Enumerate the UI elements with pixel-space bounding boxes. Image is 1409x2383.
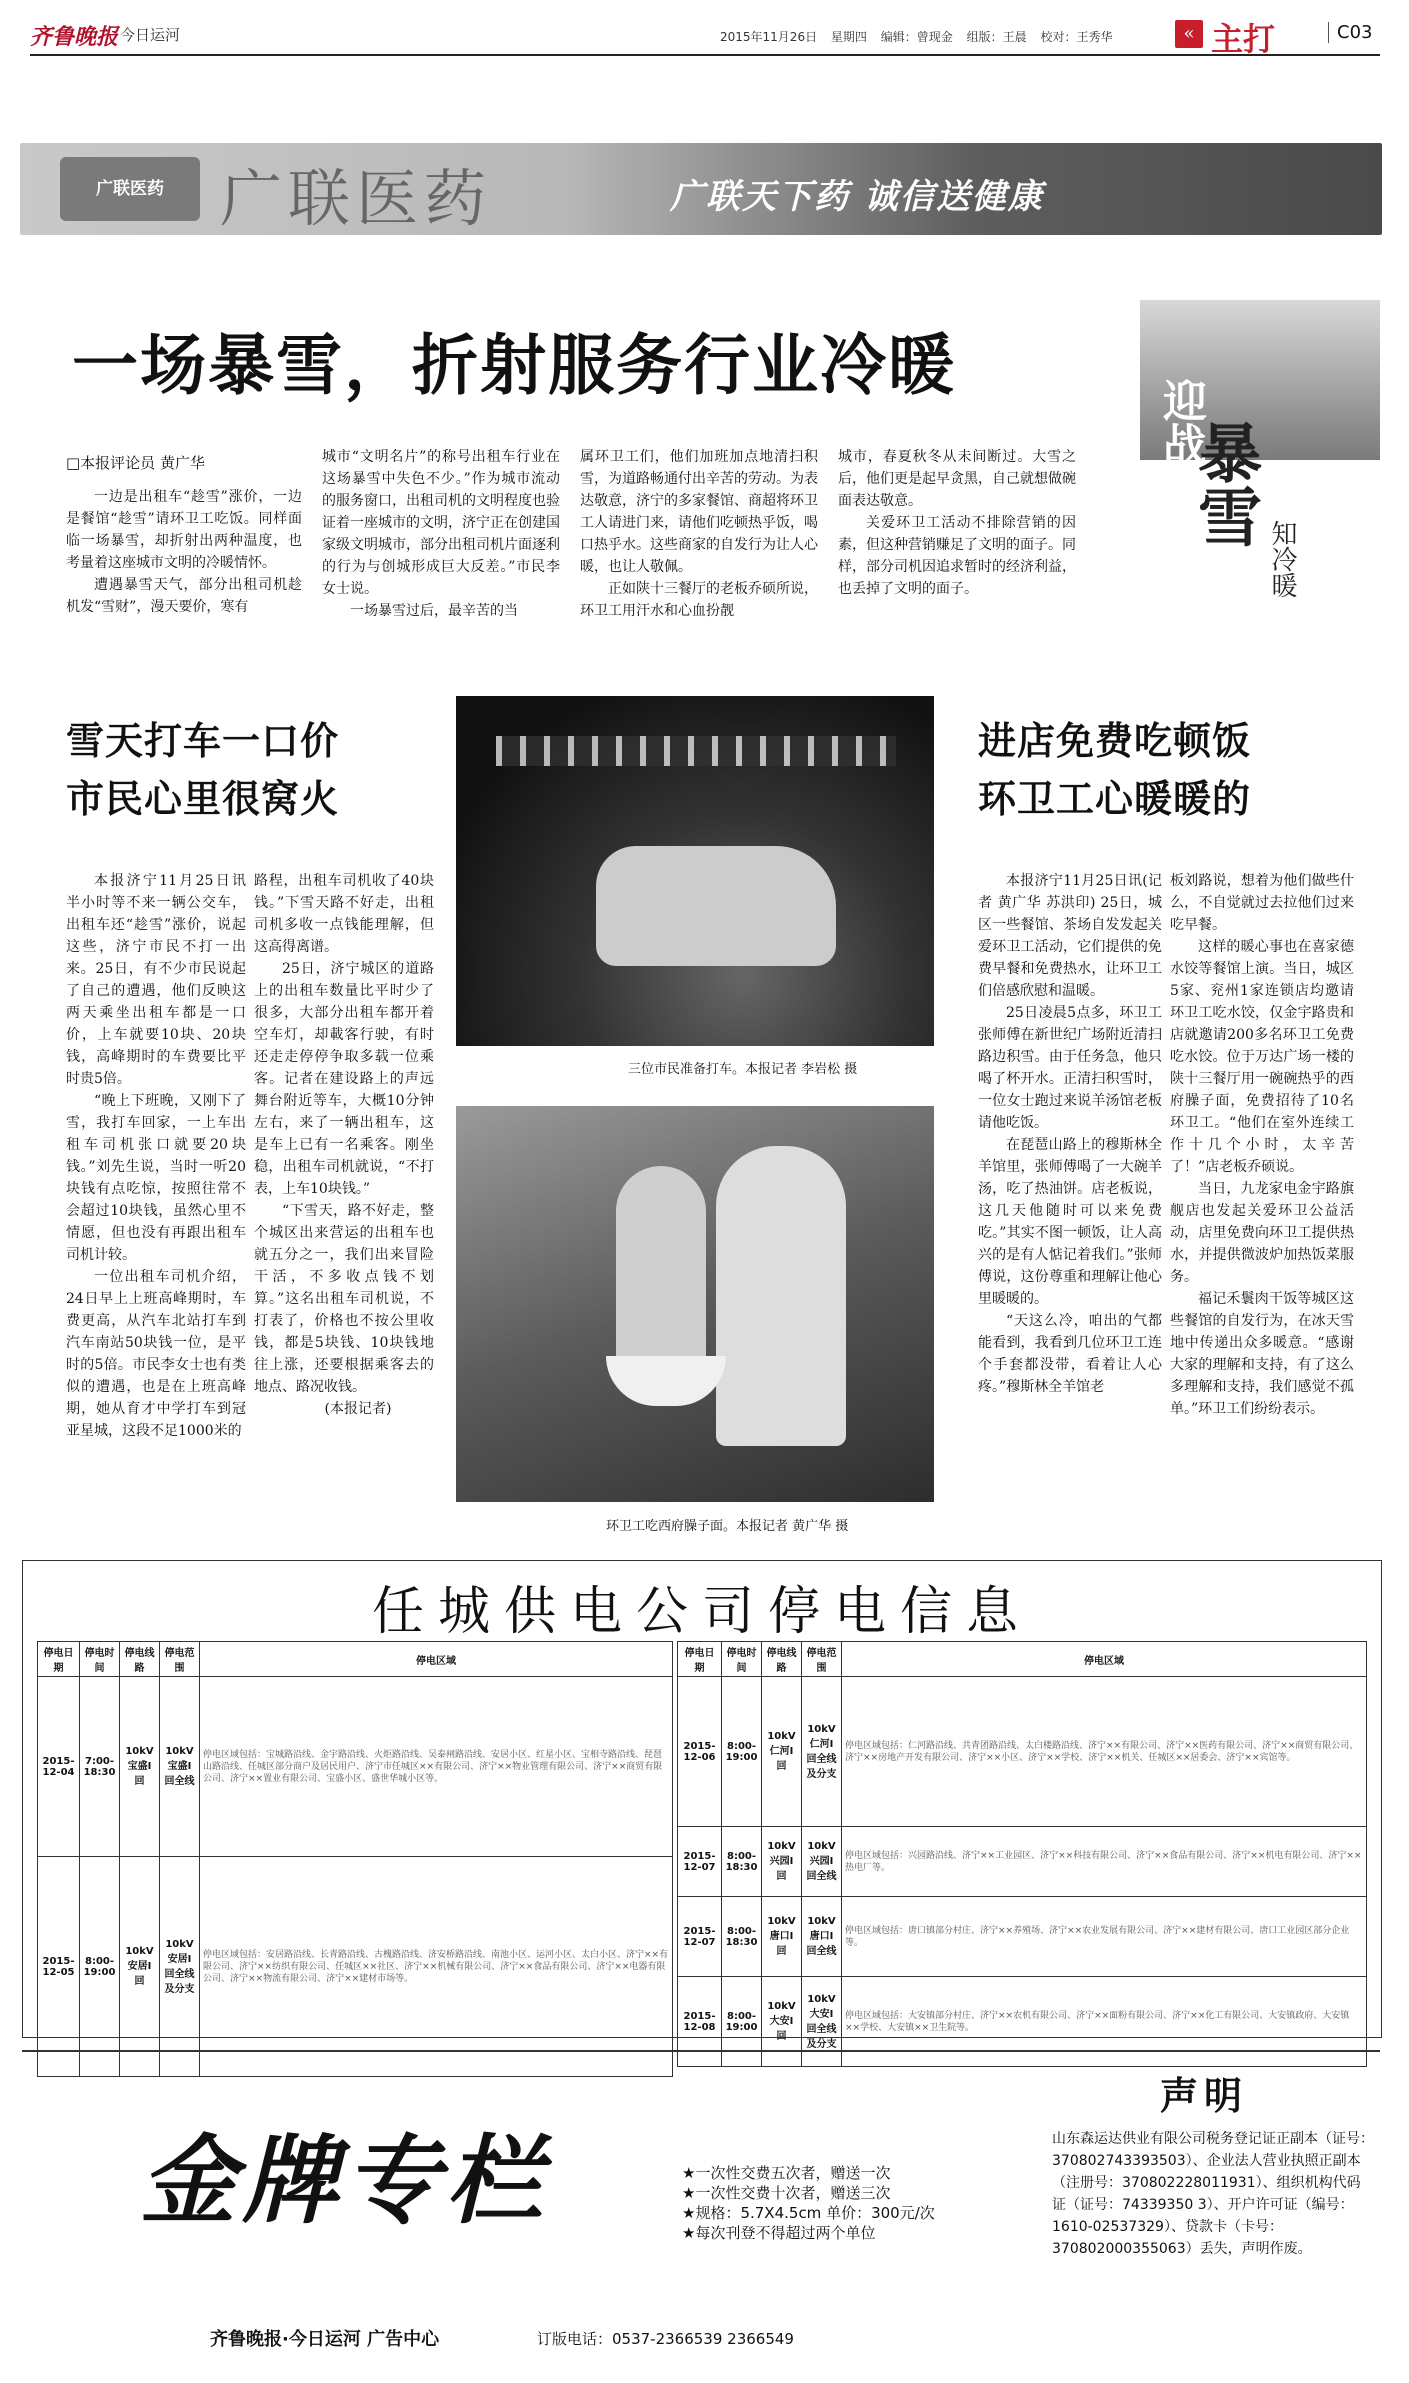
outage-line: 10kV仁河Ⅰ回: [762, 1677, 802, 1827]
table-row: [678, 1827, 1367, 1897]
paragraph: 城市“文明名片”的称号出租车行业在这场暴雪中失色不少。”作为城市流动的服务窗口，出租司机的文明程度也验证着一座城市的文明，济宁正在创建国家级文明城市，部分出租司机片面逐利的行为与创城形成巨大反差。”市民李女士说。: [322, 449, 560, 597]
paragraph: 一边是出租车“趁雪”涨价，一边是餐馆“趁雪”请环卫工吃饭。同样面临一场暴雪，却折射出两种温度，也考量着这座城市文明的冷暖情怀。: [66, 489, 302, 571]
paragraph: 城市，春夏秋冬从未间断过。大雪之后，他们更是起早贪黑，自己就想做碗面表达敬意。: [838, 449, 1076, 509]
outage-date: 2015-12-06: [678, 1677, 722, 1827]
rule-item: ★ 每次刊登不得超过两个单位: [682, 2223, 935, 2243]
paragraph: 25日凌晨5点多，环卫工张师傅在新世纪广场附近清扫路边积雪。由于任务急，他只喝了杯开水。正清扫积雪时，一位女士跑过来说羊汤馆老板请他吃饭。: [978, 1005, 1162, 1131]
outage-line: 10kV宝盛Ⅰ回: [120, 1677, 160, 1857]
commentary-byline: □本报评论员 黄广华: [66, 454, 205, 472]
sanitation-workers-meal-photo: [456, 1106, 934, 1502]
story1-title: [66, 712, 339, 828]
gold-column-title: 金牌专栏: [140, 2124, 548, 2237]
column-header: 停电时间: [722, 1642, 762, 1677]
sidebar-title-3: 知冷暖: [1267, 520, 1297, 598]
story1-col-1: [66, 870, 246, 1442]
outage-area: 停电区域包括：仁河路沿线、共青团路沿线、太白楼路沿线、济宁××有限公司、济宁××医药有限公司、济宁××商贸有限公司、济宁××房地产开发有限公司、济宁××小区、济宁××学校、济宁××机关、任城区××居委会、济宁××宾馆等。: [842, 1677, 1367, 1827]
worker-figure: [716, 1146, 846, 1446]
paragraph: 一位出租车司机介绍，24日早上上班高峰期时，车费更高，从汽车北站打车到汽车南站50块钱一位，是平时的5倍。市民李女士也有类似的遭遇，也是在上班高峰期，她从育才中学打车到冠亚星城，这段不足1000米的: [66, 1269, 246, 1439]
section-tag: [1175, 14, 1345, 58]
issue-date: 2015年11月26日: [720, 30, 818, 44]
outage-title: 任城供电公司停电信息: [371, 1582, 1032, 1642]
story2-col-1: [978, 870, 1162, 1398]
outage-table-left: [37, 1641, 673, 2077]
outage-area: 停电区域包括：宝城路沿线、金宇路沿线、火炬路沿线、吴泰闸路沿线、安居小区、红星小区、宝相寺路沿线、琵琶山路沿线、任城区部分商户及居民用户、济宁市任城区××有限公司、济宁××物业管理有限公司、济宁××商贸有限公司、济宁××置业有限公司、宝盛小区、盛世华城小区等。: [200, 1677, 673, 1857]
table-row: [678, 1677, 1367, 1827]
outage-range: 10kV大安Ⅰ回全线及分支: [802, 1977, 842, 2067]
outage-date: 2015-12-05: [38, 1857, 80, 2077]
sidebar-title-1: 迎战: [1155, 378, 1206, 466]
outage-line: 10kV安居Ⅰ回: [120, 1857, 160, 2077]
taxi-night-photo: [456, 696, 934, 1046]
section-label: 主打: [1211, 20, 1276, 58]
double-chevron-icon: «: [1175, 20, 1203, 48]
outage-time: 8:00-19:00: [722, 1977, 762, 2067]
outage-range: 10kV仁河Ⅰ回全线及分支: [802, 1677, 842, 1827]
divider: [22, 2050, 1380, 2052]
outage-range: 10kV宝盛Ⅰ回全线: [160, 1677, 200, 1857]
paragraph: 福记禾鬟肉干饭等城区这些餐馆的自发行为，在冰天雪地中传递出众多暖意。“感谢大家的理解和支持，有了这么多理解和支持，我们感觉不孤单。”环卫工们纷纷表示。: [1170, 1291, 1354, 1417]
outage-table-right: [677, 1641, 1367, 2067]
paragraph: 板刘路说，想着为他们做些什么，不自觉就过去拉他们过来吃早餐。: [1170, 873, 1354, 933]
ad-center-name: 齐鲁晚报·今日运河 广告中心: [210, 2329, 440, 2350]
paragraph: 一场暴雪过后，最辛苦的当: [350, 603, 518, 619]
commentary-col-1: [66, 486, 302, 618]
main-headline: 一场暴雪，折射服务行业冷暖: [72, 327, 956, 404]
rule-item: ★ 一次性交费五次者，赠送一次: [682, 2163, 935, 2183]
brand-slogan: 广联天下药 诚信送健康: [670, 177, 1044, 217]
paragraph: 正如陕十三餐厅的老板乔硕所说，环卫工用汗水和心血扮靓: [580, 581, 818, 619]
outage-range: 10kV唐口Ⅰ回全线: [802, 1897, 842, 1977]
column-header: 停电区域: [200, 1642, 673, 1677]
outage-date: 2015-12-07: [678, 1897, 722, 1977]
photo1-caption: 三位市民准备打车。本报记者 李岩松 摄: [628, 1062, 858, 1077]
brand-name: 广联医药: [220, 162, 493, 235]
table-row: [678, 1977, 1367, 2067]
outage-area: 停电区域包括：安居路沿线、长青路沿线、古槐路沿线、济安桥路沿线、南池小区、运河小区、太白小区、济宁××有限公司、济宁××纺织有限公司、任城区××社区、济宁××机械有限公司、济宁××食品有限公司、济宁××电器有限公司、济宁××物流有限公司、济宁××建材市场等。: [200, 1857, 673, 2077]
commentary-col-4: [838, 446, 1076, 600]
taxi-car: [596, 846, 836, 966]
issue-weekday: 星期四: [830, 30, 867, 44]
rule-item: ★ 规格：5.7X4.5cm 单价：300元/次: [682, 2203, 935, 2223]
commentary-col-3: [580, 446, 818, 622]
outage-area: 停电区域包括：唐口镇部分村庄、济宁××养殖场、济宁××农业发展有限公司、济宁××建材有限公司、唐口工业园区部分企业等。: [842, 1897, 1367, 1977]
table-header-row: [678, 1642, 1367, 1677]
page-number: C03: [1328, 22, 1372, 43]
paragraph: 属环卫工们，他们加班加点地清扫积雪，为道路畅通付出辛苦的劳动。为表达敬意，济宁的多家餐馆、商超将环卫工人请进门来，请他们吃顿热乎饭，喝口热乎水。这些商家的自发行为让人心暖，也让人敬佩。: [580, 449, 818, 575]
paragraph: “下雪天，路不好走，整个城区出来营运的出租车也就五分之一，我们出来冒险干活，不多收点钱不划算。”这名出租车司机说，不打表了，价格也不按公里收钱，都是5块钱、10块钱地往上涨，还要根据乘客去的地点、路况收钱。: [254, 1203, 434, 1395]
paragraph: 本报济宁11月25日讯(记者 黄广华 苏洪印) 25日，城区一些餐馆、茶场自发发起关爱环卫工活动，它们提供的免费早餐和免费热水，让环卫工们倍感欣慰和温暖。: [978, 873, 1162, 999]
column-header: 停电时间: [80, 1642, 120, 1677]
table-row: [38, 1677, 673, 1857]
edition-name: 今日运河: [120, 26, 181, 44]
outage-time: 7:00-18:30: [80, 1677, 120, 1857]
outage-time: 8:00-18:30: [722, 1897, 762, 1977]
sidebar-title-2: 暴雪: [1187, 420, 1262, 548]
story1-title-line-2: 市民心里很窝火: [66, 777, 340, 821]
story1-col-2: [254, 870, 434, 1420]
statement-body: 山东森运达供业有限公司税务登记证正副本（证号：370802743393503）、企业法人营业执照正副本（注册号：370802228011931）、组织机构代码证（证号：74339350 3）、开户许可证（编号：1610-02537329）、贷款卡（卡号：370802000355063）丢失，声明作废。: [1052, 2131, 1374, 2257]
column-header: 停电范围: [160, 1642, 200, 1677]
rule-item: ★ 一次性交费十次者，赠送三次: [682, 2183, 935, 2203]
paragraph: 本报济宁11月25日讯 半小时等不来一辆公交车，出租车还“趁雪”涨价，说起这些，济宁市民不打一出来。25日，有不少市民说起了自己的遭遇，他们反映这两天乘坐出租车都是一口价，上车就要10块、20块钱，高峰期时的车费要比平时贵5倍。: [66, 873, 246, 1087]
power-outage-notice: [22, 1560, 1382, 2050]
outage-line: 10kV唐口Ⅰ回: [762, 1897, 802, 1977]
outage-range: 10kV兴园Ⅰ回全线: [802, 1827, 842, 1897]
story1-title-line-1: 雪天打车一口价: [66, 719, 340, 763]
column-header: 停电区域: [842, 1642, 1367, 1677]
outage-time: 8:00-18:30: [722, 1827, 762, 1897]
outage-time: 8:00-19:00: [80, 1857, 120, 2077]
outage-area: 停电区域包括：兴园路沿线、济宁××工业园区、济宁××科技有限公司、济宁××食品有限公司、济宁××机电有限公司、济宁××热电厂等。: [842, 1827, 1367, 1897]
editor-credit: 编辑：曾现金: [880, 30, 953, 44]
proof-credit: 校对：王秀华: [1040, 30, 1113, 44]
column-header: 停电线路: [120, 1642, 160, 1677]
paragraph: 遭遇暴雪天气，部分出租司机趁机发“雪财”，漫天要价，寒有: [66, 577, 302, 615]
outage-date: 2015-12-08: [678, 1977, 722, 2067]
layout-credit: 组版：王晨: [966, 30, 1027, 44]
newspaper-logo: 齐鲁晚报: [30, 25, 119, 50]
outage-date: 2015-12-04: [38, 1677, 80, 1857]
advertisement-banner: [20, 143, 1382, 235]
story2-col-2: [1170, 870, 1354, 1420]
outage-range: 10kV安居Ⅰ回全线及分支: [160, 1857, 200, 2077]
paragraph: 路程，出租车司机收了40块钱。”下雪天路不好走，出租司机多收一点钱能理解，但这高得离谱。: [254, 873, 434, 955]
outage-line: 10kV大安Ⅰ回: [762, 1977, 802, 2067]
worker-figure: [616, 1166, 706, 1386]
column-header: 停电线路: [762, 1642, 802, 1677]
brand-logo: 广联医药: [60, 157, 200, 221]
paragraph: 25日，济宁城区的道路上的出租车数量比平时少了很多，大部分出租车都开着空车灯，却載客行驶，有时还走走停停争取多载一位乘客。记者在建设路上的声远舞台附近等车，大概10分钟左右，来了一辆出租车，这是车上已有一名乘客。刚坐稳，出租车司机就说，“不打表，上车10块钱。”: [254, 961, 434, 1197]
outage-time: 8:00-19:00: [722, 1677, 762, 1827]
story2-title-line-1: 进店免费吃顿饭: [978, 719, 1252, 763]
paragraph: 当日，九龙家电金宇路旗舰店也发起关爱环卫公益活动，店里免费向环卫工提供热水，并提供微波炉加热饭菜服务。: [1170, 1181, 1354, 1285]
statement-title: 声明: [1160, 2074, 1249, 2118]
masthead: [30, 14, 1380, 56]
commentary-col-2: [322, 446, 560, 622]
paragraph: “天这么冷，咱出的气都能看到，我看到几位环卫工连个手套都没带，看着让人心疼。”穆斯林全羊馆老: [978, 1313, 1162, 1395]
gold-column-rules: [682, 2163, 935, 2243]
paragraph: 这样的暖心事也在喜家德水饺等餐馆上演。当日，城区5家、兖州1家连锁店均邀请环卫工吃水饺，仅金宇路贵和店就邀请200多名环卫工免费吃水饺。位于万达广场一楼的陕十三餐厅用一碗碗热乎的西府臊子面，免费招待了10名环卫工。“他们在室外连续工作十几个小时，太辛苦了！”店老板乔硕说。: [1170, 939, 1354, 1175]
table-row: [38, 1857, 673, 2077]
photo2-caption: 环卫工吃西府臊子面。本报记者 黄广华 摄: [606, 1519, 849, 1534]
noodle-bowl: [606, 1356, 726, 1406]
story2-title: [978, 712, 1251, 828]
ad-phone: 订版电话：0537-2366539 2366549: [537, 2330, 794, 2348]
column-header: 停电日期: [678, 1642, 722, 1677]
story2-title-line-2: 环卫工心暖暖的: [978, 777, 1252, 821]
table-header-row: [38, 1642, 673, 1677]
column-header: 停电范围: [802, 1642, 842, 1677]
table-row: [678, 1897, 1367, 1977]
paragraph: 在琵琶山路上的穆斯林全羊馆里，张师傅喝了一大碗羊汤，吃了热油饼。店老板说，这几天他随时可以来免费吃。”其实不图一顿饭，让人高兴的是有人惦记着我们。”张师傅说，这份尊重和理解让他心里暖暖的。: [978, 1137, 1162, 1307]
paragraph: (本报记者): [324, 1401, 392, 1417]
column-header: 停电日期: [38, 1642, 80, 1677]
outage-line: 10kV兴园Ⅰ回: [762, 1827, 802, 1897]
street-lights: [496, 736, 896, 766]
outage-area: 停电区域包括：大安镇部分村庄、济宁××农机有限公司、济宁××面粉有限公司、济宁××化工有限公司、大安镇政府、大安镇××学校、大安镇××卫生院等。: [842, 1977, 1367, 2067]
paragraph: “晚上下班晚，又刚下了雪，我打车回家，一上车出租车司机张口就要20块钱。”刘先生说，当时一听20块钱有点吃惊，按照往常不会超过10块钱，虽然心里不情愿，但也没有再跟出租车司机计较。: [66, 1093, 246, 1263]
issue-info: [720, 28, 1122, 45]
outage-date: 2015-12-07: [678, 1827, 722, 1897]
paragraph: 关爱环卫工活动不排除营销的因素，但这种营销赚足了文明的面子。同样，部分司机因追求暂时的经济利益，也丢掉了文明的面子。: [838, 515, 1076, 597]
